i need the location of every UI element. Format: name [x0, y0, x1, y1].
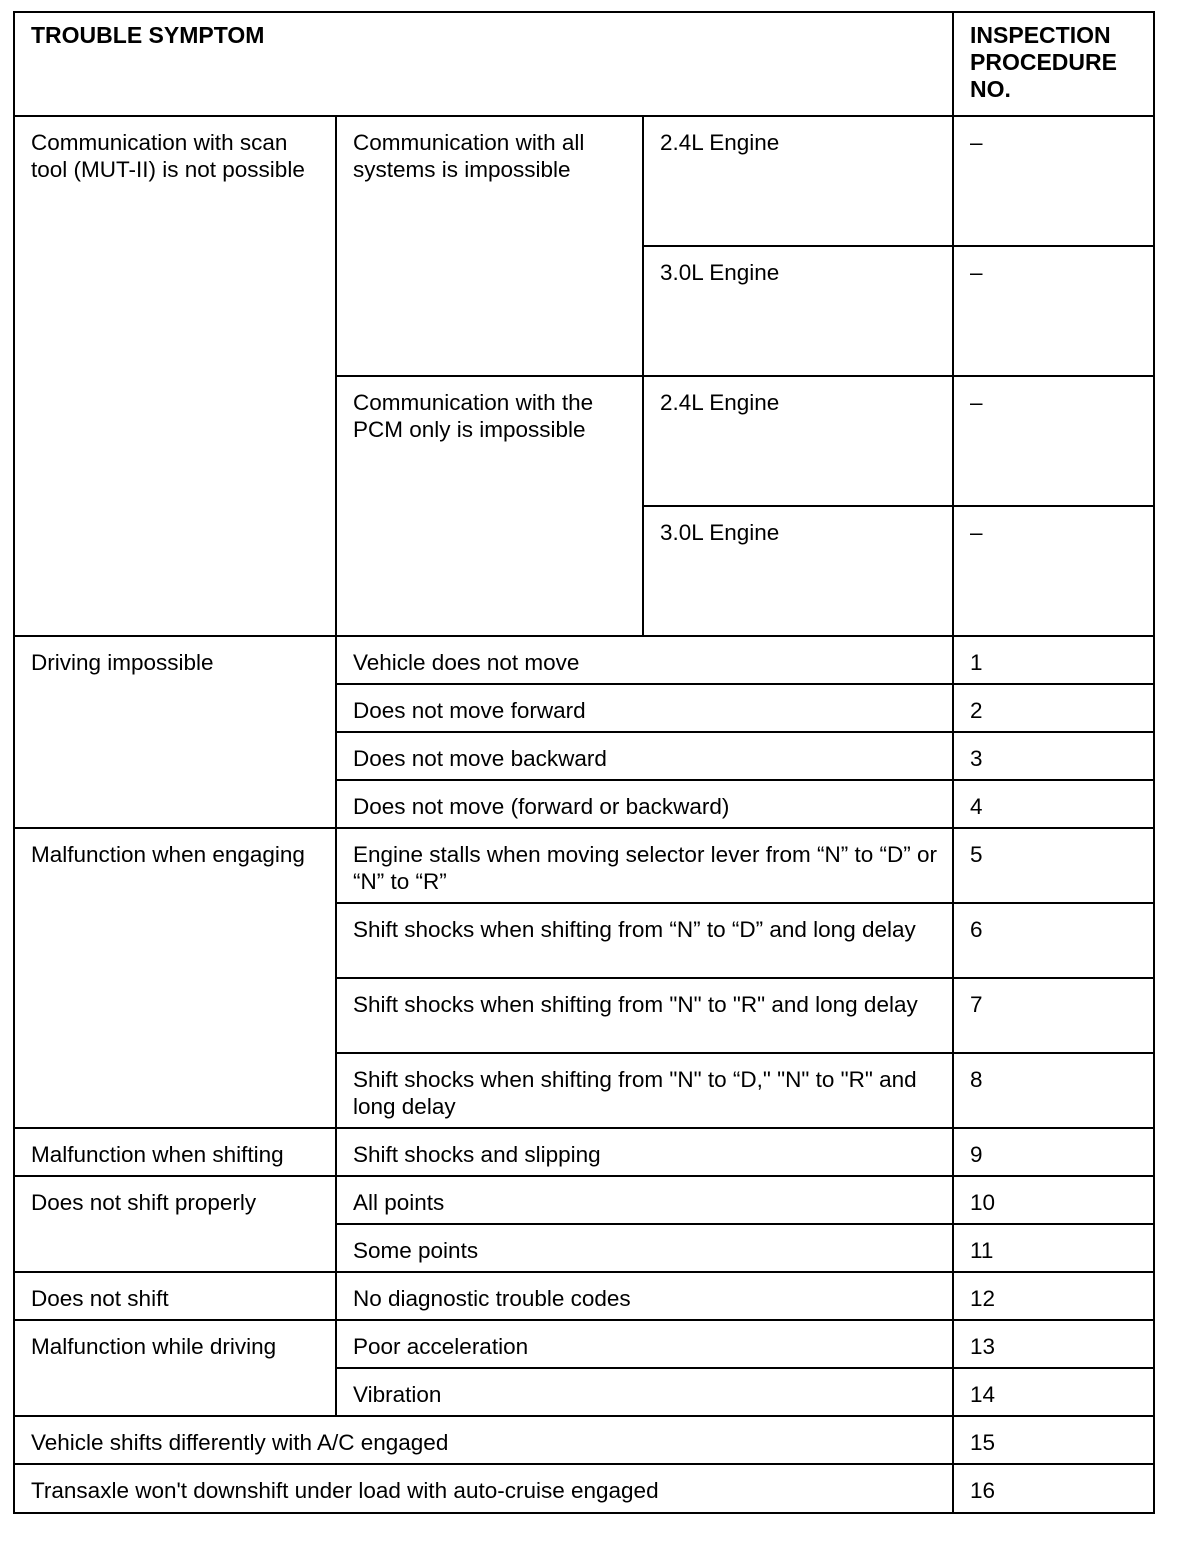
procedure-number: 3 — [953, 732, 1154, 780]
category-does-not-shift: Does not shift — [14, 1272, 336, 1320]
procedure-number: 13 — [953, 1320, 1154, 1368]
table-row — [14, 116, 1154, 246]
inspection-procedure-header: INSPECTION PROCEDURE NO. — [953, 12, 1154, 116]
symptom-cell: Does not move (forward or backward) — [336, 780, 953, 828]
symptom-cell: Some points — [336, 1224, 953, 1272]
procedure-number: 2 — [953, 684, 1154, 732]
symptom-cell: Shift shocks when shifting from “N” to “D” and long delay — [336, 903, 953, 978]
symptom-cell: Vibration — [336, 1368, 953, 1416]
procedure-number: 12 — [953, 1272, 1154, 1320]
procedure-number: – — [953, 116, 1154, 246]
symptom-cell: No diagnostic trouble codes — [336, 1272, 953, 1320]
table-row — [14, 1464, 1154, 1513]
symptom-cell: Poor acceleration — [336, 1320, 953, 1368]
symptom-cell: Shift shocks and slipping — [336, 1128, 953, 1176]
procedure-number: 9 — [953, 1128, 1154, 1176]
procedure-number: 7 — [953, 978, 1154, 1053]
symptom-cell: Engine stalls when moving selector lever from “N” to “D” or “N” to “R” — [336, 828, 953, 903]
procedure-number: 6 — [953, 903, 1154, 978]
procedure-number: – — [953, 246, 1154, 376]
procedure-number: 11 — [953, 1224, 1154, 1272]
subcategory-pcm-only: Communication with the PCM only is impossible — [336, 376, 643, 636]
engine-cell: 3.0L Engine — [643, 506, 953, 636]
engine-cell: 2.4L Engine — [643, 116, 953, 246]
subcategory-all-systems: Communication with all systems is impossible — [336, 116, 643, 376]
symptom-cell: Does not move backward — [336, 732, 953, 780]
symptom-cell: Transaxle won't downshift under load with auto-cruise engaged — [14, 1464, 953, 1513]
category-malfunction-driving: Malfunction while driving — [14, 1320, 336, 1416]
symptom-cell: Vehicle shifts differently with A/C engaged — [14, 1416, 953, 1464]
category-not-shift-properly: Does not shift properly — [14, 1176, 336, 1272]
table-header-row — [14, 12, 1154, 116]
procedure-number: – — [953, 506, 1154, 636]
symptom-cell: Shift shocks when shifting from "N" to "R" and long delay — [336, 978, 953, 1053]
table-row — [14, 1320, 1154, 1368]
engine-cell: 3.0L Engine — [643, 246, 953, 376]
symptom-cell: Vehicle does not move — [336, 636, 953, 684]
procedure-number: 1 — [953, 636, 1154, 684]
table-row — [14, 1416, 1154, 1464]
table-row — [14, 1128, 1154, 1176]
procedure-number: 15 — [953, 1416, 1154, 1464]
table-row — [14, 1176, 1154, 1224]
procedure-number: 14 — [953, 1368, 1154, 1416]
symptom-cell: Shift shocks when shifting from "N" to “D," "N" to "R" and long delay — [336, 1053, 953, 1128]
procedure-number: 10 — [953, 1176, 1154, 1224]
engine-cell: 2.4L Engine — [643, 376, 953, 506]
procedure-number: 4 — [953, 780, 1154, 828]
symptom-cell: All points — [336, 1176, 953, 1224]
table-row — [14, 636, 1154, 684]
table-row — [14, 828, 1154, 903]
category-malfunction-shifting: Malfunction when shifting — [14, 1128, 336, 1176]
category-malfunction-engaging: Malfunction when engaging — [14, 828, 336, 1128]
category-driving-impossible: Driving impossible — [14, 636, 336, 828]
category-communication: Communication with scan tool (MUT-II) is not possible — [14, 116, 336, 636]
table-row — [14, 1272, 1154, 1320]
procedure-number: 5 — [953, 828, 1154, 903]
procedure-number: – — [953, 376, 1154, 506]
procedure-number: 16 — [953, 1464, 1154, 1513]
symptom-cell: Does not move forward — [336, 684, 953, 732]
trouble-symptom-header: TROUBLE SYMPTOM — [14, 12, 953, 116]
procedure-number: 8 — [953, 1053, 1154, 1128]
trouble-symptom-table — [13, 11, 1155, 1514]
